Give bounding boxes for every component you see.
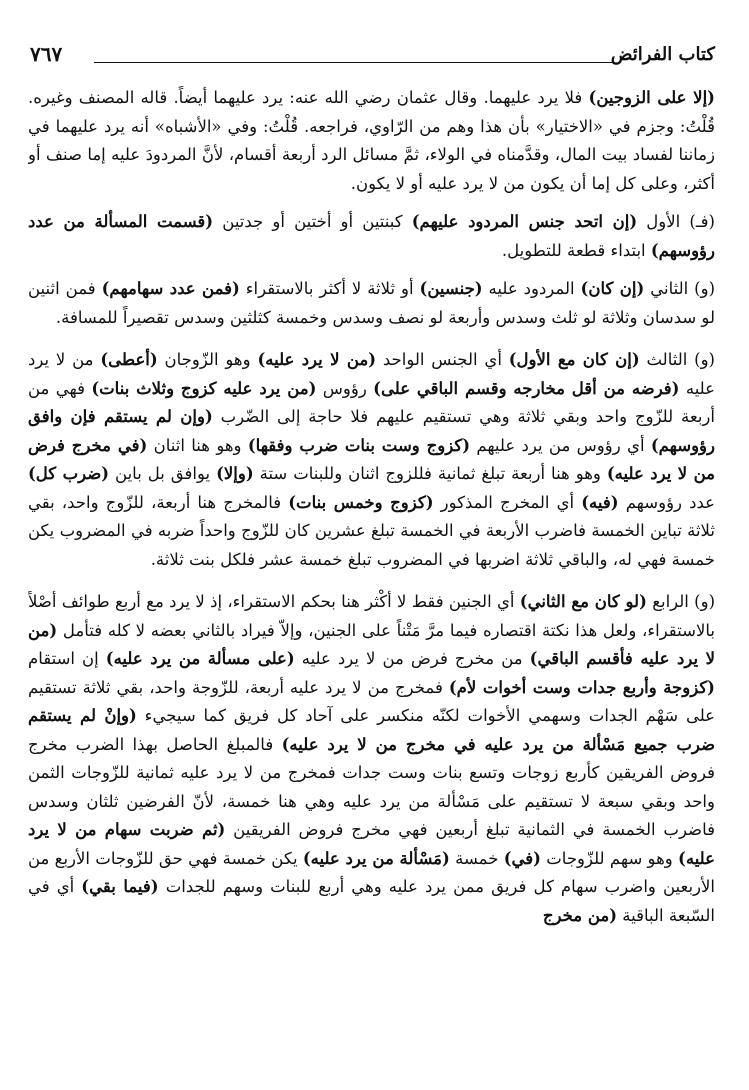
commentary-text: فالمبلغ الحاصل بهذا الضرب مخرج فروض الفريقين كأربع زوجات وتسع بنات وست جدات فمخرج من لا يرد عليه ثمانية للزّوجات الثمن واحد وبقي سبعة لا تستقيم على مَسْألة من يرد عليه وهي هنا خمسة، لأنّ الفرضين ثلثان وسدس فاضرب الخمسة في الثمانية تبلغ أربعين فهي مخرج فروض الفريقين <box>28 734 715 839</box>
commentary-text: أي الجنين فقط لا أكْثر هنا بحكم الاستقراء، إذ لا يرد مع أربع طوائف أصْلاً بالاستقراء، ولعل هذا نكتة اقتصاره فيما مرَّ مَتْناً على الجنين، وإلاّ فيراد بالثاني بعضه لا كله فتأمل <box>28 592 715 640</box>
paragraph <box>28 588 715 930</box>
commentary-text: أي الجنس الواحد <box>376 350 509 369</box>
commentary-text: إن استقام <box>28 649 106 668</box>
bold-matn-text: (لو كان مع الثاني) <box>519 592 647 611</box>
commentary-text: المردود عليه <box>482 279 581 298</box>
commentary-text: وهو الزّوجان <box>157 350 258 369</box>
bold-matn-text: (في) <box>503 848 541 868</box>
commentary-text: فهي من أربعة للزّوج واحد وبقي ثلاثة وهي تستقيم عليهم فلا حاجة إلى الضّرب <box>28 378 715 426</box>
bold-matn-text: (إن كان) <box>580 279 645 298</box>
commentary-text: كبنتين أو أختين أو جدتين <box>213 212 412 231</box>
commentary-text: وهو سهم للزّوجات <box>540 848 679 868</box>
commentary-text: أي المخرج المذكور <box>433 492 582 512</box>
commentary-text: خمسة <box>449 848 504 868</box>
bold-matn-text: (إن كان مع الأول) <box>508 350 640 369</box>
header-rule <box>94 62 615 63</box>
chapter-title: كتاب الفرائض <box>610 44 715 65</box>
bold-matn-text: (كزوج وخمس بنات) <box>288 492 434 512</box>
commentary-text: عدد رؤوسهم <box>618 492 715 512</box>
bold-matn-text: (من لا يرد عليه) <box>257 350 377 369</box>
bold-matn-text: (وإنْ لم يستقم ضرب جميع مَسْألة من يرد عليه في مخرج من لا يرد عليه) <box>28 706 715 754</box>
bold-matn-text: (كزوج وست بنات ضرب وفقها) <box>247 435 470 455</box>
paragraph <box>28 346 715 574</box>
bold-matn-text: (ثم ضربت سهام من لا يرد عليه) <box>28 820 715 868</box>
bold-matn-text: (جنسين) <box>419 279 483 298</box>
page-number: ٧٦٧ <box>30 42 63 66</box>
page-header <box>30 38 715 74</box>
bold-matn-text: (إن اتحد جنس المردود عليهم) <box>411 212 638 231</box>
commentary-text: أي رؤوس من يرد عليهم <box>470 435 651 455</box>
bold-matn-text: (كزوجة وأربع جدات وست أخوات لأم) <box>448 677 715 697</box>
commentary-text: وهو هنا أربعة تبلغ ثمانية فللزوج اثنان وللبنات ستة <box>253 464 607 483</box>
bold-matn-text: (من مخرج <box>542 905 618 925</box>
paragraph <box>28 84 715 198</box>
commentary-text: فالمخرج هنا أربعة، للزّوج واحد، بقي ثلاثة تباين الخمسة فاضرب الأربعة في الخمسة تبلغ عشرين كان للزّوج واحداً ضربه في المضروب يكن خمسة فهي له، والباقي ثلاثة اضربها في المضروب تبلغ خمسة عشر فلكل بنت ثلاثة. <box>28 492 715 569</box>
commentary-text: ابتداء قطعة للتطويل. <box>501 240 651 260</box>
commentary-text: أو ثلاثة لا أكثر بالاستقراء <box>239 279 420 298</box>
commentary-text: فلا يرد عليهما. وقال عثمان رضي الله عنه: يرد عليهما أيضاً. قاله المصنف وغيره. قُلْتُ: وجزم في «الاختيار» بأن هذا وهم من الرّاوي، فراجعه. قُلْتُ: وفي «الأشباه» أنه يرد عليهما في زماننا لفساد بيت المال، وقدَّمناه في الولاء، ثمَّ مسائل الرد أربعة أقسام، لأنَّ المردودَ عليه إما صنف أو أكثر، وعلى كل إما أن يكون من لا يرد عليه أو لا يكون. <box>28 88 715 193</box>
bold-matn-text: (فيه) <box>581 492 619 512</box>
commentary-text: فمن اثنين لو سدسان وثلاثة لو ثلث وسدس وأربعة لو نصف وسدس وخمسة كثلثين وسدس تقصيراً للمسافة. <box>28 279 715 327</box>
bold-matn-text: (ضرب كل) <box>28 464 110 483</box>
commentary-text: يكن خمسة فهي حق للزّوجات الأربع من الأربعين واضرب سهام كل فريق ممن يرد عليه وهي أربع للبنات وسهم للجدات <box>28 848 715 896</box>
commentary-text: من مخرج فرض من لا يرد عليه <box>294 649 530 668</box>
commentary-text: من لا يرد عليه <box>28 350 715 398</box>
bold-matn-text: (في مخرج فرض من لا يرد عليه) <box>28 435 715 483</box>
bold-matn-text: (فمن عدد سهامهم) <box>101 279 240 298</box>
commentary-text: فمخرج من لا يرد عليه أربعة، للزّوجة واحد، بقي ثلاثة تستقيم على سَهْم الجدات وسهمي الأخوات لكنّه منكسر على آحاد كل فريق كما سيجيء <box>28 677 715 725</box>
paragraph <box>28 275 715 332</box>
bold-matn-text: (أعطى) <box>100 350 158 369</box>
bold-matn-text: (قسمت المسألة من عدد رؤوسهم) <box>28 212 715 260</box>
bold-matn-text: (وإن لم يستقم فإن وافق رؤوسهم) <box>28 407 715 455</box>
bold-matn-text: (من لا يرد عليه فأقسم الباقي) <box>28 620 715 668</box>
paragraph <box>28 208 715 265</box>
commentary-text: (و) الرابع <box>646 592 715 611</box>
commentary-text: أي في السّبعة الباقية <box>28 877 715 925</box>
bold-matn-text: (على مسألة من يرد عليه) <box>105 649 295 668</box>
commentary-text: (و) الثالث <box>639 350 715 369</box>
bold-matn-text: (فيما بقي) <box>81 877 159 896</box>
bold-matn-text: (وإلا) <box>216 464 254 483</box>
bold-matn-text: (من يرد عليه كزوج وثلاث بنات) <box>91 378 317 398</box>
commentary-text: رؤوس <box>316 378 374 398</box>
bold-matn-text: (إلا على الزوجين) <box>588 88 715 107</box>
commentary-text: يوافق بل باين <box>109 464 217 483</box>
bold-matn-text: (فرضه من أقل مخارجه وقسم الباقي على) <box>373 378 680 398</box>
commentary-text: (و) الثاني <box>644 279 715 298</box>
page-body <box>28 84 715 1072</box>
commentary-text: وهو هنا اثنان <box>147 435 248 455</box>
commentary-text: (فـ) الأول <box>637 212 715 231</box>
bold-matn-text: (مَسْألة من يرد عليه) <box>302 848 450 868</box>
